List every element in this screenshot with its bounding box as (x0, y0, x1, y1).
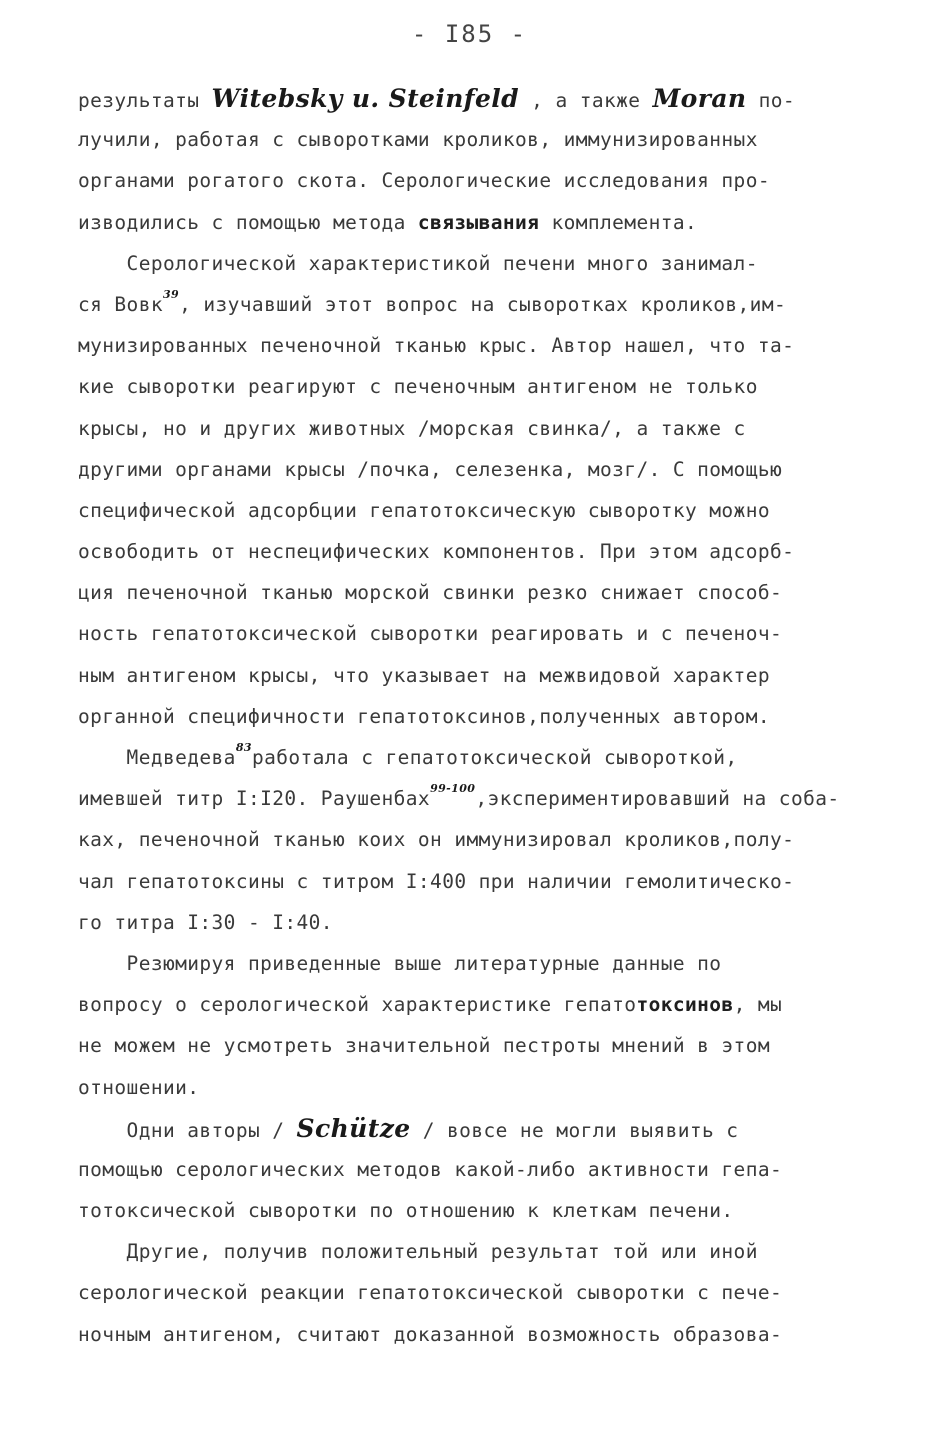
text-line (78, 984, 868, 1025)
typed-text: ся Вовк (78, 292, 163, 316)
text-line (78, 119, 868, 160)
text-line (78, 449, 868, 490)
typed-text: Медведева (78, 746, 236, 769)
typed-text: , изучавший этот вопрос на сыворотках кроликов,им- (179, 292, 787, 316)
text-line (78, 160, 868, 201)
text-line (78, 655, 868, 696)
typed-text: освободить от неспецифических компонентов. При этом адсорб- (78, 540, 795, 564)
typed-text: ным антигеном крысы, что указывает на межвидовой характер (78, 663, 770, 687)
typed-text: органами рогатого скота. Серологические исследования про- (78, 169, 770, 193)
typed-text: серологической реакции гепатотоксической сыворотки с пече- (78, 1281, 783, 1305)
typed-text: отношении. (78, 1075, 200, 1099)
text-line (78, 1190, 868, 1231)
typed-text: Одни авторы / (78, 1118, 297, 1142)
text-line (78, 531, 868, 572)
text-line (78, 819, 868, 860)
typed-text: ция печеночной тканью морской свинки резко снижает способ- (78, 581, 783, 605)
typed-text: Другие, получив положительный результат той или иной (78, 1240, 758, 1264)
typed-text: изводились с помощью метода (78, 210, 418, 234)
typed-text: специфической адсорбции гепатотоксическую сыворотку можно (78, 498, 770, 522)
body-text (78, 78, 868, 1355)
typed-text: ночным антигеном, считают доказанной возможность образова- (78, 1322, 783, 1346)
typed-text: , а также (519, 89, 653, 112)
typed-text: помощью серологических методов какой-либо активности гепа- (78, 1157, 783, 1181)
typed-text: Серологической характеристикой печени много занимал- (78, 251, 758, 275)
typed-text: / вовсе не могли выявить с (410, 1118, 739, 1142)
typed-text: чал гепатотоксины с титром I:400 при наличии гемолитическо- (78, 869, 795, 893)
text-line (78, 1025, 868, 1066)
typed-text: органной специфичности гепатотоксинов,полученных автором. (78, 704, 770, 728)
text-line (78, 1231, 868, 1272)
typed-text: имевшей титр I:I20. Раушенбах (78, 787, 431, 811)
typed-text: лучили, работая с сыворотками кроликов, иммунизированных (78, 128, 758, 152)
typed-text: тотоксической сыворотки по отношению к клеткам печени. (78, 1199, 734, 1223)
typed-text: ках, печеночной тканью коих он иммунизировал кроликов,полу- (78, 828, 795, 852)
text-line (78, 572, 868, 613)
text-line (78, 325, 868, 366)
text-line (78, 284, 868, 325)
page-number: - I85 - (411, 20, 528, 48)
text-line (78, 861, 868, 902)
typed-text: комплемента. (539, 210, 698, 234)
typed-text: другими органами крысы /почка, селезенка, мозг/. С помощью (78, 457, 783, 481)
typed-text: вопросу о серологической характеристике гепато (78, 993, 637, 1017)
text-line (78, 243, 868, 284)
text-line (78, 1314, 868, 1355)
text-line (78, 613, 868, 654)
text-line (78, 943, 868, 984)
typed-text: результаты (78, 89, 212, 112)
text-line (78, 696, 868, 737)
text-line (78, 737, 868, 778)
typed-text: , мы (733, 993, 783, 1017)
typed-text: кие сыворотки реагируют с печеночным антигеном не только (78, 375, 758, 399)
text-line (78, 202, 868, 243)
text-line (78, 902, 868, 943)
text-line (78, 778, 868, 819)
text-line (78, 1067, 868, 1108)
text-line (78, 78, 868, 119)
text-line (78, 1149, 868, 1190)
typed-text: работала с гепатотоксической сывороткой, (251, 746, 738, 769)
typed-text: Резюмируя приведенные выше литературные данные по (78, 951, 722, 975)
typed-text: ность гепатотоксической сыворотки реагировать и с печеноч- (78, 622, 783, 646)
reference-superscript: 99-100 (430, 782, 476, 796)
ink-correction: токсинов (636, 993, 734, 1017)
typed-text: не можем не усмотреть значительной пестроты мнений в этом (78, 1034, 770, 1058)
ink-correction: связывания (417, 210, 540, 234)
typed-text: мунизированных печеночной тканью крыс. Автор нашел, что та- (78, 334, 795, 358)
reference-superscript: 39 (162, 287, 180, 301)
typed-text: ,экспериментировавший на соба- (475, 787, 840, 811)
handwritten-insert: Schütze (296, 1113, 411, 1143)
text-line (78, 490, 868, 531)
typed-text: го титра I:30 - I:40. (78, 910, 333, 934)
typed-text: крысы, но и других животных /морская свинка/, а также с (78, 416, 746, 440)
handwritten-insert: Moran (652, 84, 747, 113)
text-line (78, 1272, 868, 1313)
typed-text: по- (746, 89, 796, 112)
text-line (78, 366, 868, 407)
text-line (78, 1108, 868, 1149)
handwritten-insert: Witebsky u. Steinfeld (211, 84, 520, 113)
reference-superscript: 83 (235, 741, 252, 754)
text-line (78, 408, 868, 449)
